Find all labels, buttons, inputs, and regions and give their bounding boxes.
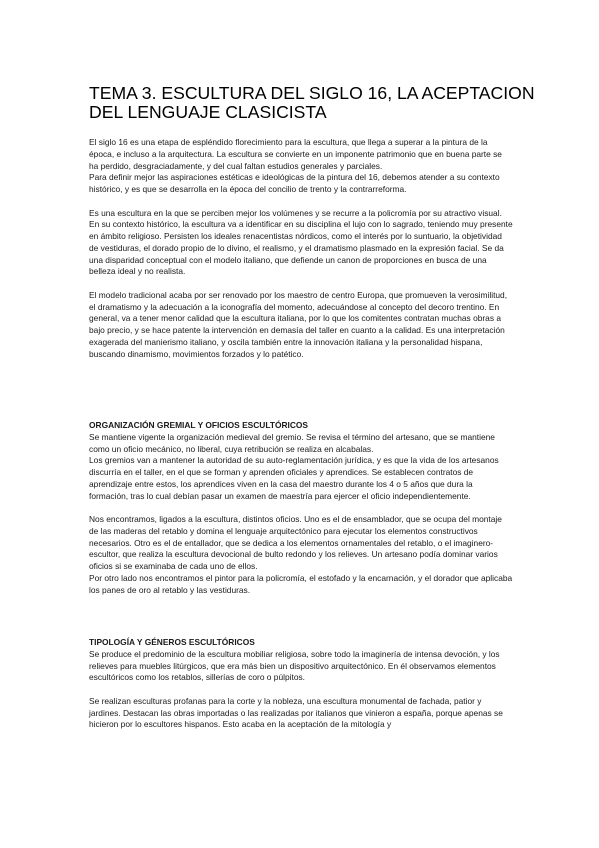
title-line: DEL LENGUAJE CLASICISTA <box>89 102 327 122</box>
paragraph: Los gremios van a mantener la autoridad de su auto-reglamentación jurídica, y es que la vida de los artesanos discurría en el taller, en el que se forman y aprenden oficiales y aprendices. Se establecen contratos de aprendizaje entre estos, los aprendices viven en la casa del maestro durante los 4 o 5 años que dura la formación, tras lo cual debían pasar un examen de maestría para ejercer el oficio independientemente. <box>89 455 499 501</box>
section-heading: ORGANIZACIÓN GREMIAL Y OFICIOS ESCULTÓRICOS <box>89 420 309 430</box>
section-organizacion <box>89 420 513 596</box>
paragraph: El siglo 16 es una etapa de espléndido florecimiento para la escultura, que llega a superar a la pintura de la época, e incluso a la arquitectura. La escultura se convierte en un imponente patrimonio que en buena parte se ha perdido, desgraciadamente, y del cual faltan estudios generales y parciales. <box>89 137 502 171</box>
paragraph: Por otro lado nos encontramos el pintor para la policromía, el estofado y la encarnación, y el dorador que aplicaba los panes de oro al retablo y las vestiduras. <box>89 572 513 595</box>
paragraph: El modelo tradicional acaba por ser renovado por los maestro de centro Europa, que promueven la verosimilitud, el dramatismo y la adecuación a la iconografía del momento, adecuándose al concepto del decoro trentino. En general, va a tener menor calidad que la escultura italiana, por lo que los comitentes contratan muchas obras a bajo precio, y se hace patente la intervención en demasía del taller en cuanto a la calidad. Es una interpretación exagerada del manierismo italiano, y oscila también entre la innovación italiana y la personalidad hispana, buscando dinamismo, movimientos forzados y lo patético. <box>89 289 508 359</box>
intro-section <box>89 137 513 360</box>
paragraph: Se realizan esculturas profanas para la corte y la nobleza, una escultura monumental de fachada, patior y jardines. Destacan las obras importadas o las realizadas por italianos que vinieron a españa, porque apenas se hicieron por lo escultores hispanos. Esto acaba en la aceptación de la mitología y <box>89 695 503 730</box>
paragraph: Es una escultura en la que se perciben mejor los volúmenes y se recurre a la policromía por su atractivo visual. En su contexto histórico, la escultura va a identificar en su disciplina el lujo con lo sagrado, teniendo muy presente en ámbito religioso. Persisten los ideales renacentistas nórdicos, como el interés por lo suntuario, la objetividad de vestiduras, el dorado propio de lo divino, el realismo, y el dramatismo plasmado en la expresión facial. Se da una disparidad conceptual con el modelo italiano, que defiende un canon de proporciones en busca de una belleza ideal y no realista. <box>89 207 513 277</box>
paragraph: Para definir mejor las aspiraciones estéticas e ideológicas de la pintura del 16, debemos atender a su contexto histórico, y es que se desarrolla en la época del concilio de trento y la contrarreforma. <box>89 172 500 194</box>
paragraph: Se mantiene vigente la organización medieval del gremio. Se revisa el término del artesano, que se mantiene como un oficio mecánico, no liberal, cuya retribución se realiza en alcabalas. <box>89 431 495 454</box>
section-heading: TIPOLOGÍA Y GÉNEROS ESCULTÓRICOS <box>89 637 255 647</box>
paragraph: Se produce el predominio de la escultura mobiliar religiosa, sobre todo la imaginería de intensa devoción, y los relieves para muebles litúrgicos, que era más bien un dispositivo arquitectónico. En él observamos elementos escultóricos como los retablos, sillerías de coro o púlpitos. <box>89 648 500 683</box>
title-line: TEMA 3. ESCULTURA DEL SIGLO 16, LA ACEPTACION <box>89 83 535 103</box>
page-title <box>89 83 535 122</box>
section-tipologia <box>89 637 513 731</box>
paragraph: Nos encontramos, ligados a la escultura, distintos oficios. Uno es el de ensamblador, que se ocupa del montaje de las maderas del retablo y domina el lenguaje arquitectónico para ejecutar los elementos constructivos necesarios. Otro es el de entallador, que se dedica a los elementos ornamentales del retablo, o el imaginero-escultor, que realiza la escultura devocional de bulto redondo y los relieves. Un artesano podía dominar varios oficios si se examinaba de cada uno de ellos. <box>89 514 502 571</box>
